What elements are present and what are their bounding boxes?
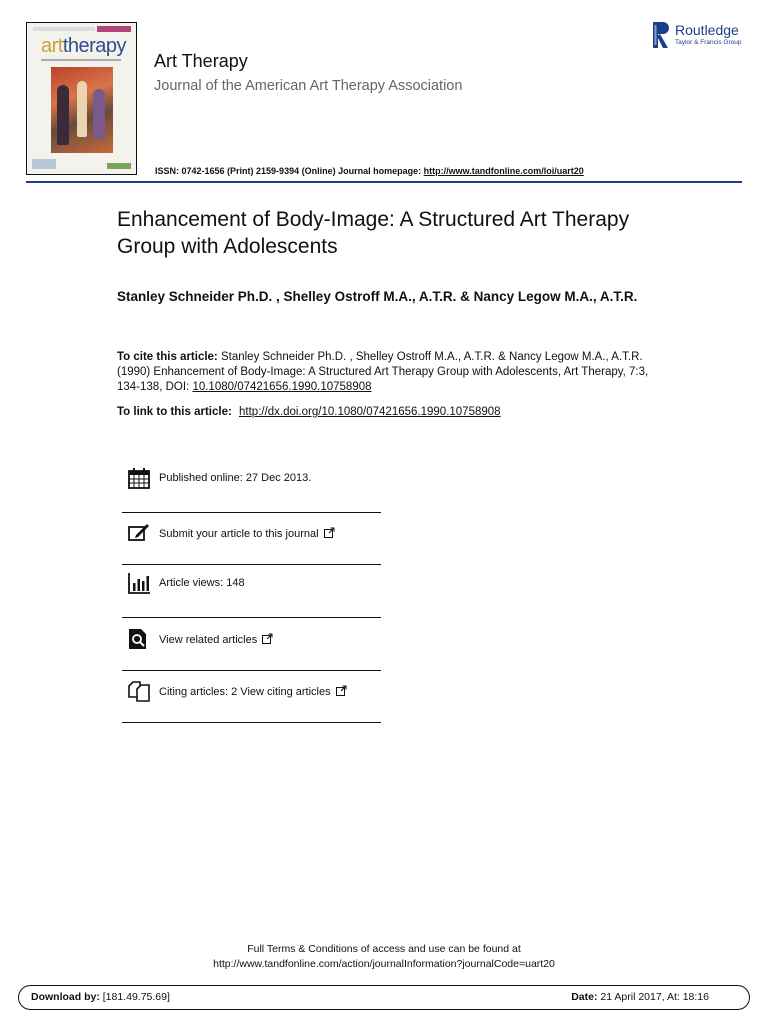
download-date [571,991,709,1003]
cover-logo [41,35,126,58]
related-articles-link[interactable] [159,633,273,646]
cover-figure [57,85,69,145]
publisher-name: Routledge [675,22,739,38]
citing-articles-text: Citing articles: 2 View citing articles [159,686,331,698]
article-title: Enhancement of Body-Image: A Structured Art Therapy Group with Adolescents [117,208,630,258]
cover-logo-suffix: therapy [62,35,127,57]
citation-block [117,350,657,395]
journal-homepage-link[interactable]: http://www.tandfonline.com/loi/uart20 [423,166,584,176]
external-link-icon [324,527,335,538]
related-articles-text: View related articles [159,634,258,646]
divider [122,722,381,723]
article-authors: Stanley Schneider Ph.D. , Shelley Ostroff M.A., A.T.R. & Nancy Legow M.A., A.T.R. [117,289,638,304]
cover-top-bar [33,27,95,31]
document-search-icon [128,628,150,650]
cover-association-logo [32,159,56,169]
date-label: Date: [571,991,598,1003]
terms-and-conditions [0,942,768,972]
download-info-bar [18,985,750,1010]
submit-article-text: Submit your article to this journal [159,528,319,540]
cover-figure [77,81,87,137]
date-value: 21 April 2017, At: 18:16 [600,991,709,1003]
issn-text: ISSN: 0742-1656 (Print) 2159-9394 (Online) Journal homepage: [155,166,424,176]
download-label: Download by: [31,991,100,1003]
citing-documents-icon [128,680,150,702]
article-views-row [122,560,381,612]
external-link-icon [336,685,347,696]
link-label: To link to this article: [117,406,232,418]
cite-text: Stanley Schneider Ph.D. , Shelley Ostroff M.A., A.T.R. & Nancy Legow M.A., A.T.R. (1990) Enhancement of Body-Image: A Structured Art Therapy Group with Adolescents, Art Therapy, 7:3, 134-138, DOI: [117,351,649,393]
journal-title: Art Therapy [154,51,248,71]
download-by [31,991,170,1003]
submit-article-link[interactable] [159,527,335,540]
terms-line-1: Full Terms & Conditions of access and use can be found at [247,943,521,955]
journal-cover-image [26,22,137,175]
cover-bottom-bar [107,163,131,169]
external-link-icon [262,633,273,644]
journal-subtitle: Journal of the American Art Therapy Association [154,78,463,94]
citing-articles-row[interactable] [122,668,381,720]
cover-figure [93,89,105,139]
article-link-block [117,405,677,420]
article-views-text: Article views: 148 [159,577,245,589]
publisher-subtitle: Taylor & Francis Group [675,39,742,46]
cite-label: To cite this article: [117,351,218,363]
header-divider [26,181,742,183]
edit-icon [128,522,150,544]
cite-doi-link[interactable]: 10.1080/07421656.1990.10758908 [192,381,372,393]
cover-logo-prefix: art [41,35,63,57]
issn-line [155,166,584,176]
bar-chart-icon [128,572,150,594]
download-ip: [181.49.75.69] [102,991,170,1003]
publisher-logo [653,22,747,50]
related-articles-row[interactable] [122,616,381,668]
citing-articles-link[interactable] [159,685,347,698]
routledge-r-icon [653,22,669,48]
calendar-icon [128,467,150,489]
cover-subline [41,59,121,61]
article-doi-link[interactable]: http://dx.doi.org/10.1080/07421656.1990.10758908 [239,406,501,418]
terms-url[interactable]: http://www.tandfonline.com/action/journalInformation?journalCode=uart20 [213,958,555,970]
published-online-row [122,455,381,507]
submit-article-row[interactable] [122,510,381,562]
published-online-text: Published online: 27 Dec 2013. [159,472,312,484]
cover-accent-bar [97,26,131,32]
